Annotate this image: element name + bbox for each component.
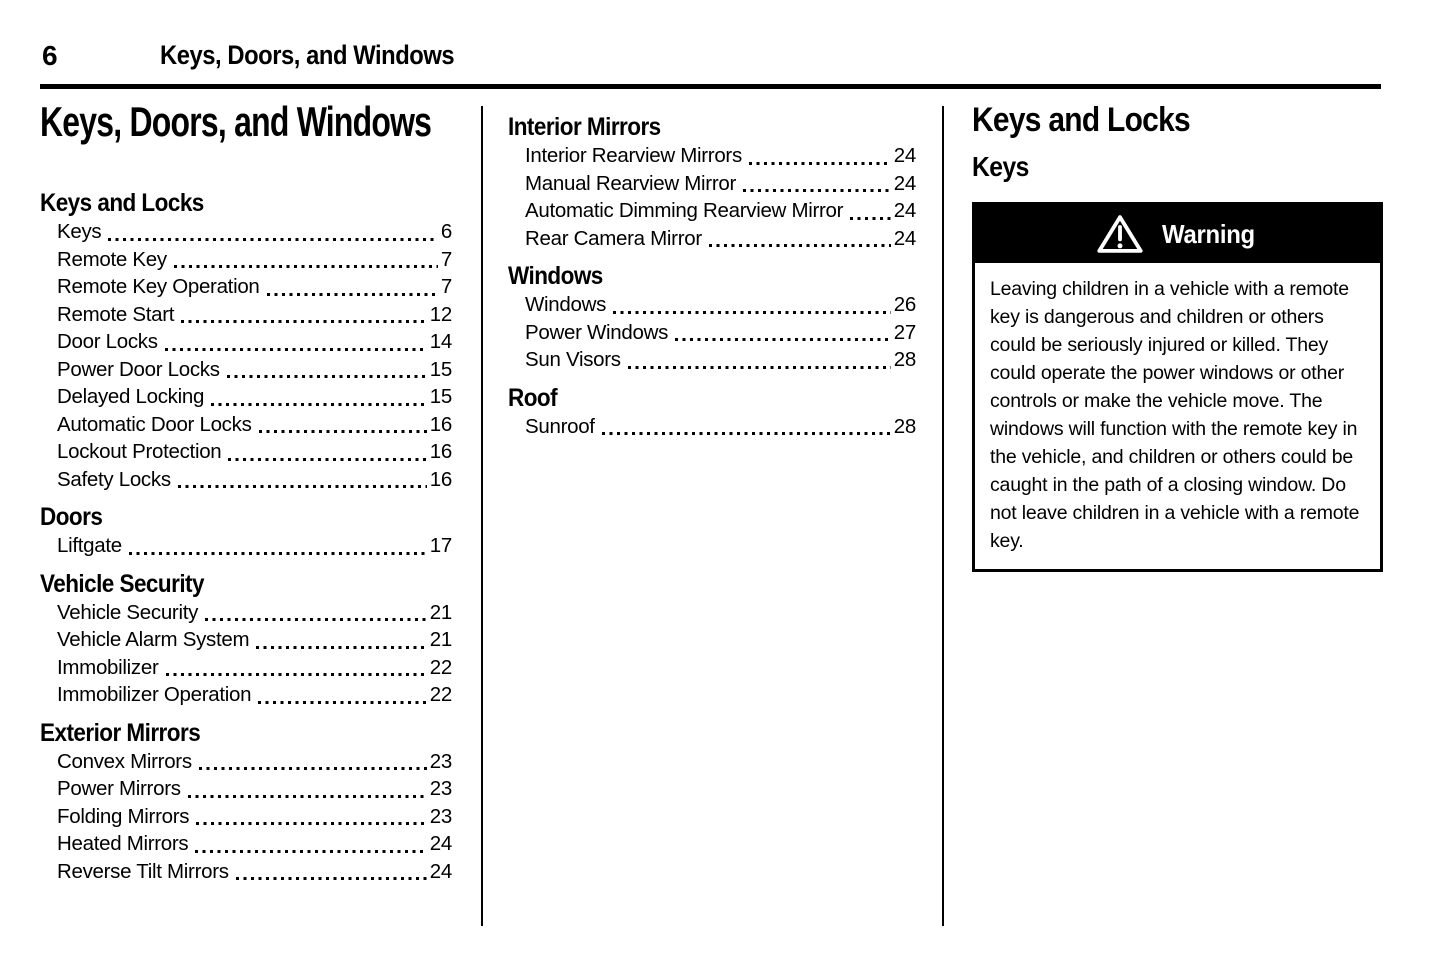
toc-section-heading: Windows [508, 262, 603, 290]
toc-entry-label: Door Locks [57, 330, 158, 353]
dot-leader [188, 795, 427, 798]
toc-entry [40, 748, 452, 776]
toc-entry [40, 411, 452, 439]
dot-leader [228, 458, 426, 461]
toc-entry [40, 301, 452, 329]
dot-leader [165, 348, 427, 351]
toc-entry-label: Sun Visors [525, 348, 621, 371]
toc-entry [40, 775, 452, 803]
toc-entry-page-number: 23 [429, 749, 452, 773]
toc-entry [40, 218, 452, 246]
toc-section-heading: Vehicle Security [40, 569, 204, 598]
dot-leader [267, 293, 438, 296]
dot-leader [628, 366, 891, 369]
toc-entry-page-number: 28 [893, 348, 916, 371]
toc-entry-page-number: 27 [893, 320, 916, 344]
toc-section [40, 718, 452, 886]
toc-entry-page-number: 24 [893, 226, 916, 250]
toc-section-heading: Keys and Locks [40, 189, 204, 217]
warning-body-text: Leaving children in a vehicle with a remote key is dangerous and children or others could be seriously injured or killed. They could operate the power windows or other controls or make the vehicle move. The windows will function with the remote key in the vehicle, and children or others could be caught in the path of a closing window. Do not leave children in a vehicle with a remote key. [990, 278, 1360, 552]
dot-leader [129, 552, 427, 555]
dot-leader [211, 403, 427, 406]
toc-column-middle [508, 112, 916, 440]
toc-entry [40, 681, 452, 709]
toc-entry-page-number: 15 [429, 357, 452, 381]
toc-entry-label: Rear Camera Mirror [525, 226, 702, 250]
toc-column-left [40, 98, 452, 885]
toc-entry [40, 858, 452, 886]
dot-leader [613, 311, 891, 314]
toc-entry-page-number: 16 [429, 440, 452, 463]
warning-box [972, 202, 1383, 572]
dot-leader [108, 238, 438, 241]
dot-leader [258, 701, 427, 704]
toc-entry-label: Folding Mirrors [57, 804, 190, 828]
toc-section [508, 112, 916, 252]
toc-entry-page-number: 24 [893, 144, 916, 167]
toc-entry-page-number: 17 [429, 534, 452, 557]
toc-entry-page-number: 26 [893, 293, 916, 316]
dot-leader [743, 189, 891, 192]
warning-triangle-icon [1097, 214, 1143, 254]
toc-entry-page-number: 21 [429, 628, 452, 651]
toc-entry-label: Automatic Dimming Rearview Mirror [525, 199, 844, 222]
toc-entry-label: Power Mirrors [57, 777, 181, 800]
toc-entry-page-number: 28 [893, 414, 916, 438]
dot-leader [850, 217, 891, 220]
toc-section [40, 569, 452, 709]
dot-leader [236, 877, 427, 880]
dot-leader [256, 646, 427, 649]
toc-entry-page-number: 24 [429, 859, 452, 883]
toc-entry-page-number: 23 [429, 777, 452, 800]
toc-entry-page-number: 24 [429, 832, 452, 855]
toc-section [40, 188, 452, 493]
content-column [972, 100, 1383, 572]
toc-section-heading: Roof [508, 383, 558, 412]
toc-entry-label: Immobilizer Operation [57, 683, 252, 706]
toc-entry [40, 466, 452, 494]
column-separator [942, 106, 944, 926]
toc-entry-label: Remote Key [57, 247, 167, 271]
toc-entry [40, 599, 452, 627]
toc-section-heading: Interior Mirrors [508, 113, 661, 141]
header-rule [40, 84, 1381, 89]
content-subsection-heading: Keys [972, 151, 1029, 182]
toc-entry-label: Keys [57, 220, 102, 243]
toc-section-heading: Exterior Mirrors [40, 718, 201, 747]
toc-entry-label: Manual Rearview Mirror [525, 171, 736, 195]
toc-entry [40, 328, 452, 356]
toc-entry-label: Immobilizer [57, 655, 159, 679]
toc-entry-label: Liftgate [57, 534, 122, 557]
dot-leader [675, 338, 891, 341]
column-separator [481, 106, 483, 926]
toc-entry-label: Heated Mirrors [57, 832, 189, 855]
toc-entry-page-number: 12 [429, 302, 452, 326]
toc-entry [40, 438, 452, 466]
toc-entry [508, 413, 916, 441]
toc-entry-label: Automatic Door Locks [57, 412, 252, 436]
toc-entry-page-number: 22 [429, 683, 452, 706]
toc-entry-label: Reverse Tilt Mirrors [57, 859, 229, 883]
toc-entry [508, 170, 916, 198]
dot-leader [174, 265, 438, 268]
toc-entry [40, 246, 452, 274]
dot-leader [195, 850, 426, 853]
toc-section [508, 383, 916, 441]
toc-entry-page-number: 16 [429, 467, 452, 491]
toc-entry [508, 291, 916, 319]
dot-leader [709, 244, 891, 247]
toc-entry-label: Vehicle Alarm System [57, 628, 250, 651]
toc-entry [40, 803, 452, 831]
toc-entry-label: Power Door Locks [57, 357, 220, 381]
dot-leader [227, 375, 427, 378]
running-header-title: Keys, Doors, and Windows [160, 40, 455, 70]
toc-entry-page-number: 14 [429, 330, 452, 353]
toc-entry-page-number: 6 [440, 220, 452, 243]
toc-entry [508, 346, 916, 374]
toc-section [508, 261, 916, 374]
dot-leader [166, 673, 427, 676]
toc-entry [508, 319, 916, 347]
toc-entry-page-number: 7 [440, 275, 452, 298]
dot-leader [199, 767, 427, 770]
toc-entry-label: Sunroof [525, 414, 595, 438]
toc-section [40, 502, 452, 560]
dot-leader [196, 822, 427, 825]
toc-entry-page-number: 7 [440, 247, 452, 271]
toc-entry [40, 830, 452, 858]
toc-entry-label: Remote Start [57, 302, 175, 326]
toc-list [508, 112, 916, 440]
toc-entry-page-number: 15 [429, 385, 452, 408]
toc-entry-label: Convex Mirrors [57, 749, 192, 773]
warning-box-header [975, 205, 1380, 263]
dot-leader [205, 618, 427, 621]
toc-entry-label: Delayed Locking [57, 385, 205, 408]
toc-entry [40, 654, 452, 682]
toc-list [40, 188, 452, 885]
toc-section-heading: Doors [40, 503, 103, 531]
dot-leader [259, 430, 427, 433]
chapter-title: Keys, Doors, and Windows [40, 98, 432, 145]
toc-entry-label: Safety Locks [57, 467, 171, 491]
toc-entry-page-number: 21 [429, 600, 452, 624]
toc-entry [40, 532, 452, 560]
toc-entry [508, 142, 916, 170]
warning-title: Warning [1161, 218, 1255, 249]
toc-entry-page-number: 22 [429, 655, 452, 679]
toc-entry-label: Power Windows [525, 320, 669, 344]
toc-entry [40, 273, 452, 301]
toc-entry-label: Interior Rearview Mirrors [525, 144, 742, 167]
running-header-page-number: 6 [42, 40, 58, 71]
toc-entry [508, 197, 916, 225]
dot-leader [181, 320, 427, 323]
toc-entry-page-number: 16 [429, 412, 452, 436]
toc-entry [40, 626, 452, 654]
dot-leader [602, 432, 891, 435]
dot-leader [749, 162, 891, 165]
dot-leader [178, 485, 427, 488]
toc-entry-label: Remote Key Operation [57, 275, 260, 298]
toc-entry-page-number: 24 [893, 171, 916, 195]
toc-entry-page-number: 24 [893, 199, 916, 222]
content-section-heading: Keys and Locks [972, 101, 1190, 139]
toc-entry-page-number: 23 [429, 804, 452, 828]
toc-entry [40, 356, 452, 384]
toc-entry-label: Vehicle Security [57, 600, 199, 624]
toc-entry-label: Lockout Protection [57, 440, 222, 463]
toc-entry [40, 383, 452, 411]
toc-entry-label: Windows [525, 293, 607, 316]
toc-entry [508, 225, 916, 253]
